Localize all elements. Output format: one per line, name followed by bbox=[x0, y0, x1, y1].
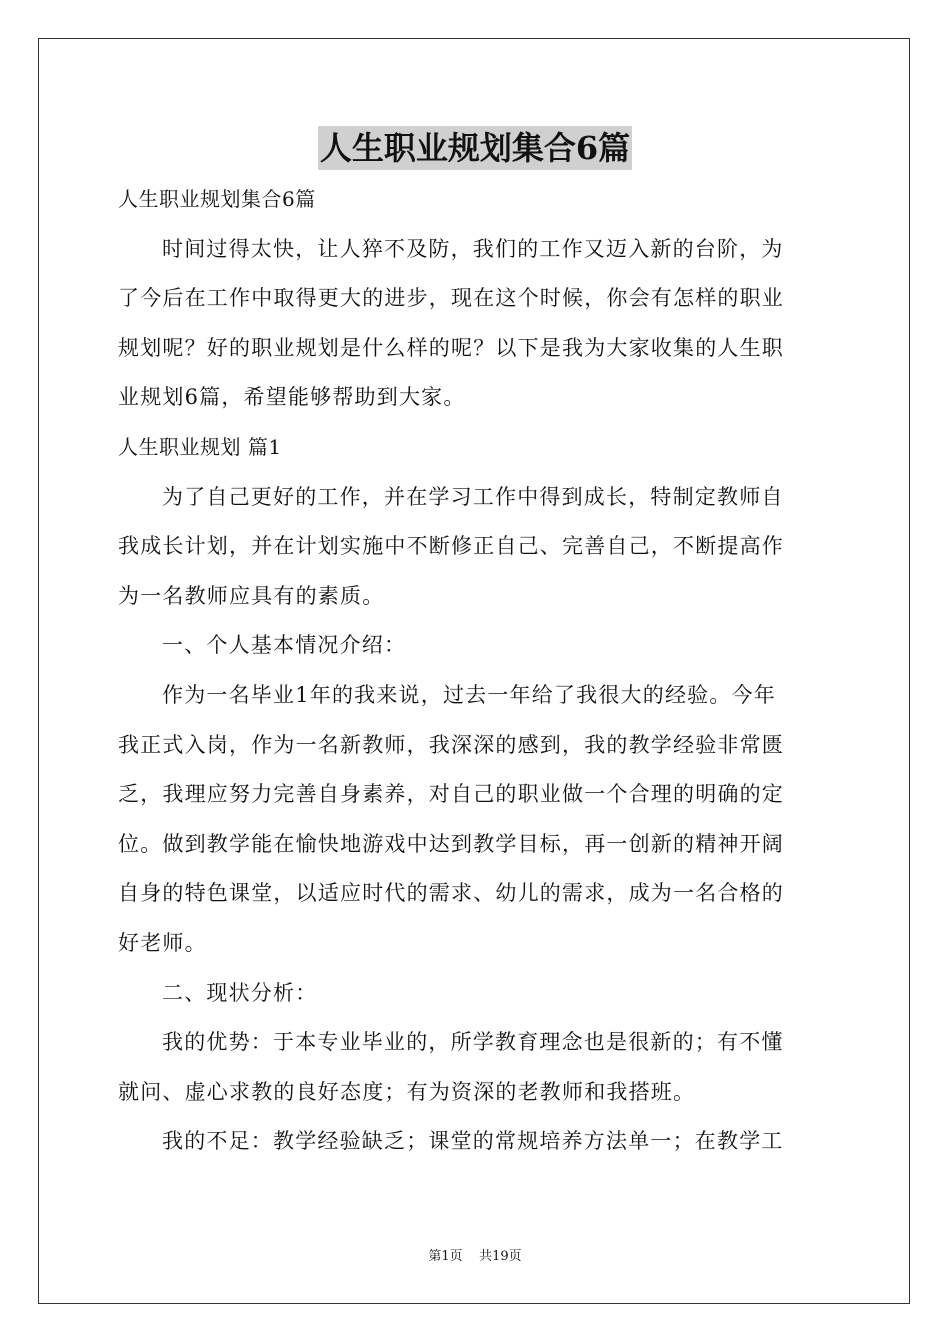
page-footer bbox=[0, 1248, 950, 1266]
text-line: 自身的特色课堂，以适应时代的需求、幼儿的需求，成为一名合格的 bbox=[118, 881, 784, 906]
text-line: 我的不足：教学经验缺乏；课堂的常规培养方法单一；在教学工 bbox=[162, 1129, 784, 1154]
text-line: 时间过得太快，让人猝不及防，我们的工作又迈入新的台阶，为 bbox=[162, 236, 784, 261]
text-line: 一、个人基本情况介绍： bbox=[162, 633, 407, 658]
page-total: 共19页 bbox=[479, 1249, 522, 1264]
text-line: 人生职业规划集合6篇 bbox=[118, 187, 316, 211]
text-line: 规划呢？好的职业规划是什么样的呢？以下是我为大家收集的人生职 bbox=[118, 335, 784, 360]
page-number: 第1页 bbox=[428, 1249, 463, 1264]
document-body bbox=[118, 175, 834, 1167]
text-line: 二、现状分析： bbox=[162, 980, 318, 1005]
text-line: 位。做到教学能在愉快地游戏中达到教学目标，再一创新的精神开阔 bbox=[118, 831, 784, 856]
text-line: 好老师。 bbox=[118, 930, 207, 955]
text-line: 我正式入岗，作为一名新教师，我深深的感到，我的教学经验非常匮 bbox=[118, 732, 784, 757]
title-container bbox=[0, 126, 950, 170]
text-line: 为了自己更好的工作，并在学习工作中得到成长，特制定教师自 bbox=[162, 484, 784, 509]
text-line: 作为一名毕业1年的我来说，过去一年给了我很大的经验。今年 bbox=[162, 682, 776, 707]
text-line: 我成长计划，并在计划实施中不断修正自己、完善自己，不断提高作 bbox=[118, 534, 784, 559]
text-line: 为一名教师应具有的素质。 bbox=[118, 583, 385, 608]
text-line: 了今后在工作中取得更大的进步，现在这个时候，你会有怎样的职业 bbox=[118, 286, 784, 311]
text-line: 就问、虚心求教的良好态度；有为资深的老教师和我搭班。 bbox=[118, 1079, 696, 1104]
text-line: 我的优势：于本专业毕业的，所学教育理念也是很新的；有不懂 bbox=[162, 1030, 784, 1055]
text-line: 乏，我理应努力完善自身素养，对自己的职业做一个合理的明确的定 bbox=[118, 782, 784, 807]
document-title: 人生职业规划集合6篇 bbox=[318, 126, 632, 170]
text-line: 业规划6篇，希望能够帮助到大家。 bbox=[118, 385, 466, 410]
text-line: 人生职业规划 篇1 bbox=[118, 434, 282, 459]
